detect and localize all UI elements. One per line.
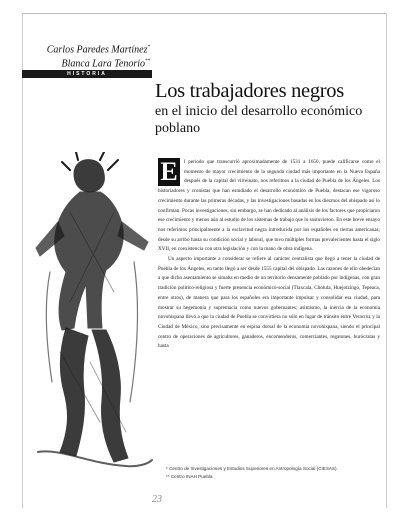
page-number: 23 [152,494,162,505]
author-block [32,42,150,71]
footnote: * Centro de Investigaciones y Estudios Superiores en Antropología Social (CIESAS). [166,466,338,471]
footnotes [166,465,380,481]
author-name: Blanca Lara Tenorio** [61,58,150,70]
body-paragraph: E l periodo que transcurrió aproximadamente de 1531 a 1650, puede calificarse como el momento de mayor crecimiento de la segunda ciudad más importante en la Nueva España después de la capital del virreinato, nos referimos a la ciudad de Puebla de los Ángeles. Los historiadores y cronistas que han estudiado el desarrollo económico de Puebla, destacan ese vigoroso crecimiento durante las primeras décadas, y las investigaciones basadas en los diezmos del obispado así lo confirman. Pocas investigaciones, sin embargo, se han dedicado al análisis de los factores que propiciaron ese crecimiento y menos aún al estudio de los sistemas de trabajo que lo sostuvieron. En este breve ensayo nos referimos principalmente a la esclavitud negra introducida por los españoles en tierras americanas; desde su arribo hasta su condición social y laboral, que tuvo múltiples formas prevalecientes hasta el siglo XVII, en coexistencia con otra legislación y con la mano de obra indígena. [158,157,380,253]
author-name: Carlos Paredes Martínez* [46,44,150,56]
article-subtitle: en el inicio del desarrollo económico poblano [155,104,363,136]
article-title: Los trabajadores negros [155,80,344,102]
drop-cap: E [158,158,180,186]
page-frame-left [22,13,23,508]
figure-illustration [30,152,156,472]
page-frame-right [386,13,387,508]
page-frame-top [22,13,386,14]
section-label: HISTORIA [22,70,152,78]
body-paragraph: Un aspecto importante a considerar se refiere al carácter centralista que llegó a tener la ciudad de Puebla de los Ángeles, en tanto llegó a ser desde 1555 capital del obispado. Las razones de ello obedecían a que dicho asentamiento se situaba en medio de un territorio densamente poblado por indígenas, con gran tradición político-religiosa y fuerte presencia económico-social (Tlaxcala, Cholula, Huejotzingo, Tepeaca, entre otros), de manera que para los españoles era importante impulsar y consolidar esa ciudad, para mostrar su hegemonía y supremacía como nuevos gobernantes; asimismo, la inercia de la economía novohispana llevó a que la ciudad de Puebla se convirtiera no sólo en lugar de tránsito entre Veracruz y la Ciudad de México, sino precisamente en espina dorsal de la economía novohispana, siendo el principal centro de operaciones de agricultores, ganaderos, encomenderos, comerciantes, regatones, burócratas y hasta [158,256,380,350]
article-body [158,158,380,352]
footnote: ** Centro INAH Puebla. [166,474,214,479]
